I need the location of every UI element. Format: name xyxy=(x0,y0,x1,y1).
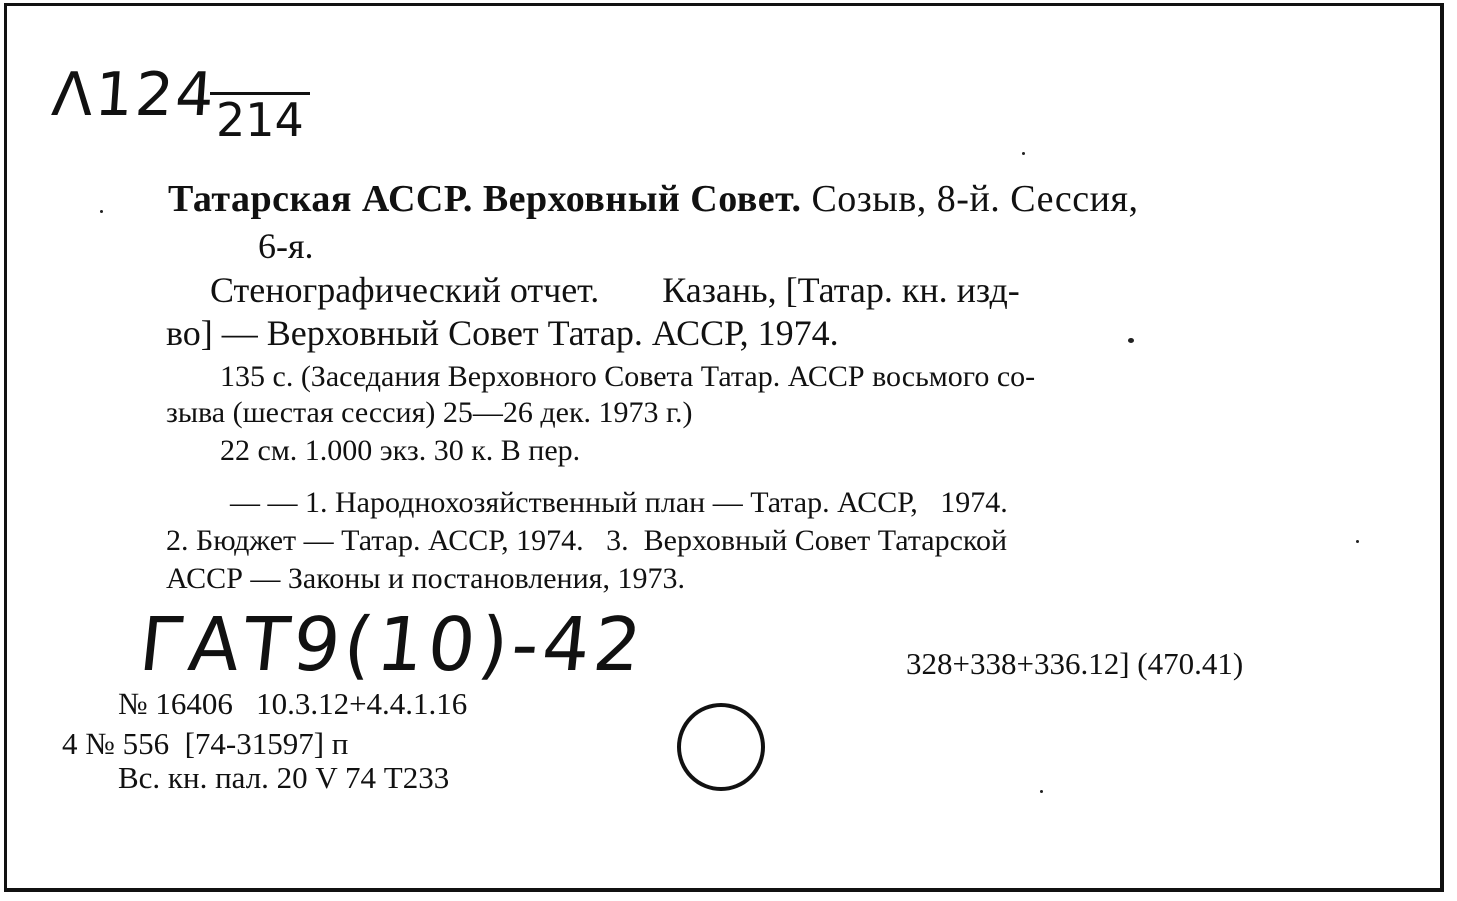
collation-line-2: зыва (шестая сессия) 25—26 дек. 1973 г.) xyxy=(166,396,693,429)
circle-stamp xyxy=(677,703,765,791)
tracing-line-1: — — 1. Народнохозяйственный план — Татар. АССР, 1974. xyxy=(230,486,1008,519)
heading-continuation: 6-я. xyxy=(258,226,314,266)
shelfmark-handwritten xyxy=(50,60,218,130)
tracing-line-3: АССР — Законы и постановления, 1973. xyxy=(166,562,685,595)
shelfmark-main: Λ124 xyxy=(49,60,219,130)
tracing-line-2: 2. Бюджет — Татар. АССР, 1974. 3. Верховный Совет Татарской xyxy=(166,524,1008,557)
ink-speck xyxy=(1356,540,1359,543)
catalog-line-2: 4 № 556 [74-31597] п xyxy=(62,726,349,761)
collation-line-3: 22 см. 1.000 экз. 30 к. В пер. xyxy=(220,434,581,467)
ink-speck xyxy=(1128,338,1134,343)
ink-speck xyxy=(1022,152,1025,155)
catalog-line-1: № 16406 10.3.12+4.4.1.16 xyxy=(118,686,468,721)
heading-bold: Татарская АССР. Верховный Совет. xyxy=(168,178,802,220)
collation-line-1: 135 с. (Заседания Верховного Совета Татар. АССР восьмого со- xyxy=(220,360,1036,393)
catalog-line-3: Вс. кн. пал. 20 V 74 Т233 xyxy=(118,760,450,795)
shelfmark-sub: 214 xyxy=(210,92,310,143)
title-line-1: Стенографический отчет. Казань, [Татар. кн. изд- xyxy=(210,270,1020,310)
ink-speck xyxy=(100,210,103,213)
card-heading xyxy=(168,180,1138,218)
ink-speck xyxy=(1040,790,1043,793)
classification-index: 328+338+336.12] (470.41) xyxy=(906,646,1244,681)
heading-rest: Созыв, 8-й. Сессия, xyxy=(801,178,1139,220)
handwritten-number: ГАТ9(10)-42 xyxy=(135,602,650,688)
title-line-2: во] — Верховный Совет Татар. АССР, 1974. xyxy=(166,313,839,353)
